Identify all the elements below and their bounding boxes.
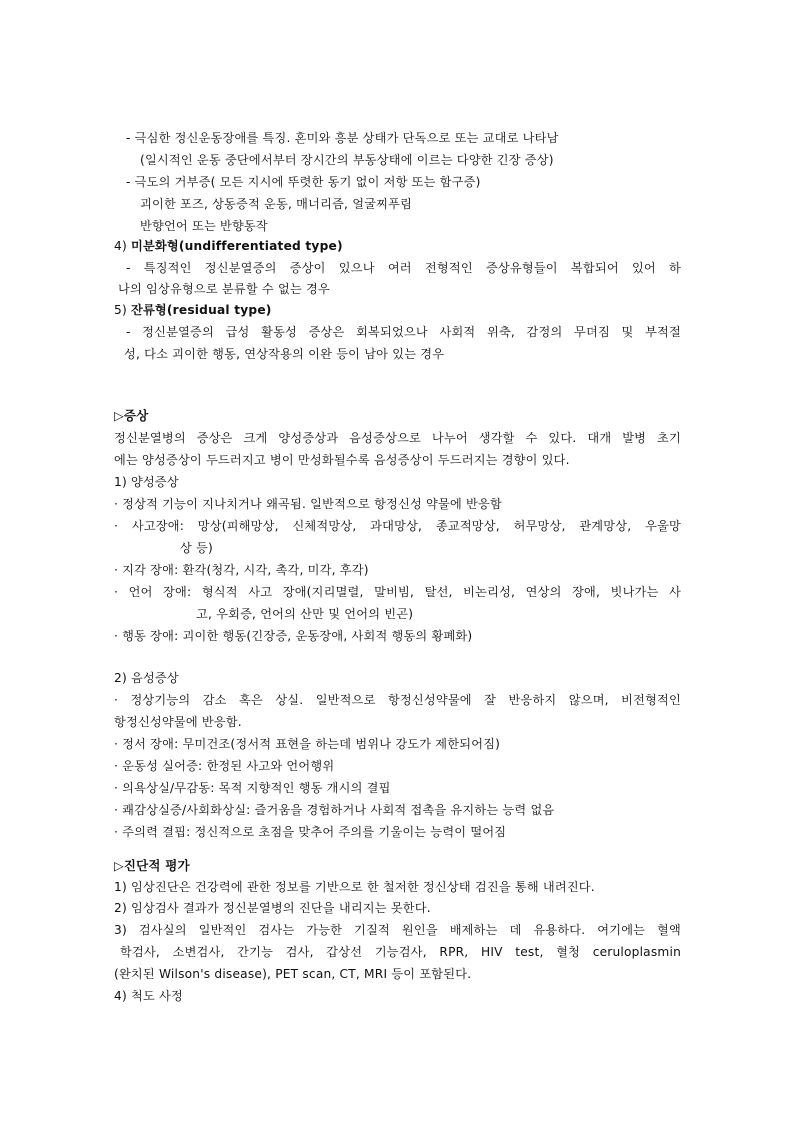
catatonic-line-3: - 극도의 거부증( 모든 지시에 뚜렷한 동기 없이 저항 또는 함구증) — [126, 175, 481, 189]
positive-item-5: · 행동 장애: 괴이한 행동(긴장증, 운동장애, 사회적 행동의 황폐화) — [114, 629, 473, 643]
catatonic-line-1: - 극심한 정신운동장애를 특징. 혼미와 흥분 상태가 단독으로 또는 교대로 나타남 — [126, 131, 559, 145]
negative-item-1: · 정상기능의 감소 혹은 상실. 일반적으로 항정신성약물에 잘 반응하지 않으며, 비전형적인 — [114, 693, 681, 707]
heading-number: 4) — [114, 239, 131, 253]
diagnosis-item-3-cont-1: 학검사, 소변검사, 간기능 검사, 갑상선 기능검사, RPR, HIV test, 혈청 ceruloplasmin — [120, 945, 681, 959]
negative-item-1-cont: 항정신성약물에 반응함. — [114, 715, 242, 729]
positive-item-4: · 언어 장애: 형식적 사고 장애(지리멸렬, 말비빔, 탈선, 비논리성, 연상의 장애, 빗나가는 사 — [114, 585, 681, 599]
catatonic-line-4: 괴이한 포즈, 상동증적 운동, 매너리즘, 얼굴찌푸림 — [140, 197, 413, 211]
residual-desc-1: - 정신분열증의 급성 활동성 증상은 회복되었으나 사회적 위축, 감정의 무뎌짐 및 부적절 — [126, 325, 681, 339]
symptoms-intro-2: 에는 양성증상이 두드러지고 병이 만성화될수록 음성증상이 두드러지는 경향이 있다. — [114, 453, 570, 467]
positive-item-4-cont: 고, 우회증, 언어의 산만 및 언어의 빈곤) — [196, 607, 414, 621]
catatonic-line-2: (일시적인 운동 중단에서부터 장시간의 부동상태에 이르는 다양한 긴장 증상) — [140, 153, 554, 167]
residual-desc-2: 성, 다소 괴이한 행동, 연상작용의 이완 등이 남아 있는 경우 — [124, 347, 445, 361]
residual-heading — [114, 302, 272, 318]
negative-item-6: · 주의력 결핍: 정신적으로 초점을 맞추어 주의를 기울이는 능력이 떨어짐 — [114, 825, 507, 839]
negative-item-3: · 운동성 실어증: 한정된 사고와 언어행위 — [114, 759, 335, 773]
diagnosis-item-2: 2) 임상검사 결과가 정신분열병의 진단을 내리지는 못한다. — [114, 901, 431, 915]
diagnosis-item-4: 4) 척도 사정 — [114, 989, 183, 1003]
diagnosis-title: ▷진단적 평가 — [114, 858, 190, 873]
heading-title: 미분화형(undifferentiated type) — [130, 239, 343, 253]
negative-title: 2) 음성증상 — [114, 671, 179, 685]
catatonic-line-5: 반향언어 또는 반향동작 — [140, 219, 268, 233]
undifferentiated-heading — [114, 238, 343, 254]
positive-title: 1) 양성증상 — [114, 475, 179, 489]
symptoms-intro-1: 정신분열병의 증상은 크게 양성증상과 음성증상으로 나누어 생각할 수 있다. 대개 발병 초기 — [114, 431, 681, 445]
negative-item-2: · 정서 장애: 무미건조(정서적 표현을 하는데 범위나 강도가 제한되어짐) — [114, 737, 501, 751]
positive-item-2: · 사고장애: 망상(피해망상, 신체적망상, 과대망상, 종교적망상, 허무망상, 관계망상, 우울망 — [114, 519, 681, 533]
negative-item-5: · 쾌감상실증/사회화상실: 즐거움을 경험하거나 사회적 접촉을 유지하는 능력 없음 — [114, 803, 555, 817]
diagnosis-item-3-cont-2: (완치된 Wilson's disease), PET scan, CT, MRI 등이 포함된다. — [114, 967, 472, 981]
positive-item-1: · 정상적 기능이 지나치거나 왜곡됨. 일반적으로 항정신성 약물에 반응함 — [114, 497, 502, 511]
negative-item-4: · 의욕상실/무감동: 목적 지향적인 행동 개시의 결핍 — [114, 781, 391, 795]
undifferentiated-desc-2: 나의 임상유형으로 분류할 수 없는 경우 — [118, 282, 330, 296]
diagnosis-item-3: 3) 검사실의 일반적인 검사는 가능한 기질적 원인을 배제하는 데 유용하다. 여기에는 혈액 — [114, 923, 681, 937]
diagnosis-item-1: 1) 임상진단은 건강력에 관한 정보를 기반으로 한 철저한 정신상태 검진을 통해 내려진다. — [114, 880, 595, 894]
positive-item-3: · 지각 장애: 환각(청각, 시각, 촉각, 미각, 후각) — [114, 563, 369, 577]
positive-item-2-cont: 상 등) — [180, 541, 213, 555]
symptoms-title: ▷증상 — [114, 408, 149, 423]
heading-title: 잔류형(residual type) — [130, 303, 272, 317]
undifferentiated-desc-1: - 특징적인 정신분열증의 증상이 있으나 여러 전형적인 증상유형들이 복합되어 있어 하 — [126, 261, 681, 275]
heading-number: 5) — [114, 303, 131, 317]
